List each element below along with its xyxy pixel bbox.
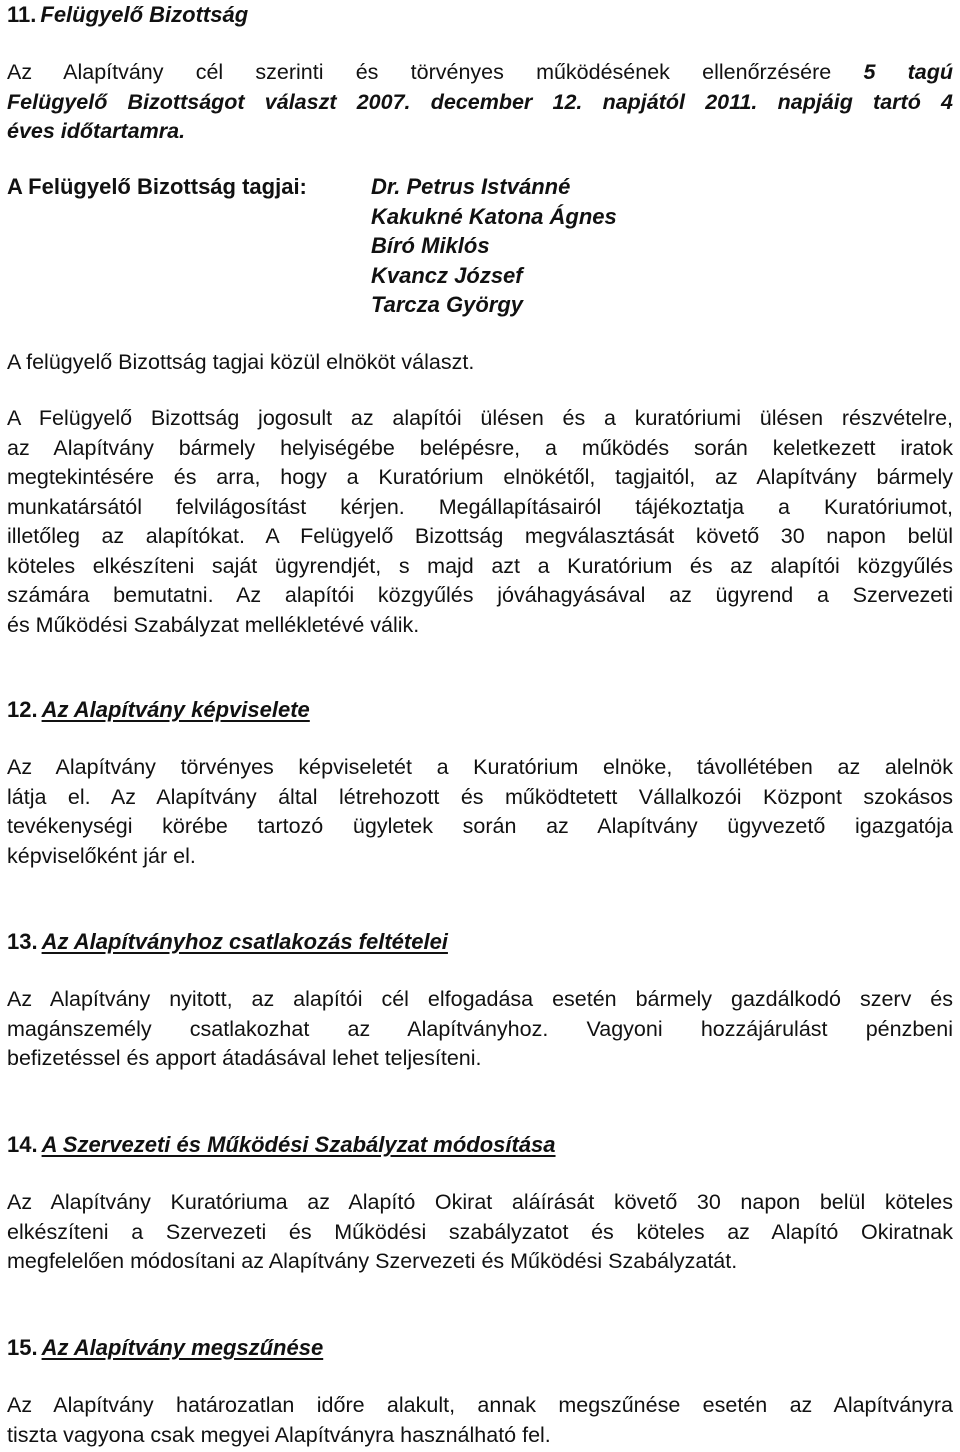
section-14-title: A Szervezeti és Működési Szabályzat módosítása (41, 1132, 556, 1157)
body-line: köteles elkészíteni saját ügyrendjét, s majd azt a Kuratórium és az alapítói közgyűlés (7, 553, 953, 578)
intro-line: Az Alapítvány cél szerinti és törvényes működésének ellenőrzésére 5 tagú (7, 60, 953, 84)
section-15-number: 15. (7, 1335, 38, 1360)
section-14-body (7, 1188, 953, 1277)
member-name: Kvancz József (371, 262, 523, 288)
section-11-body (7, 404, 953, 640)
section-14-heading (7, 1132, 556, 1158)
body-line: tiszta vagyona csak megyei Alapítványra használható fel. (7, 1422, 551, 1447)
chair-sentence: A felügyelő Bizottság tagjai közül elnököt választ. (7, 350, 475, 374)
body-line: Az Alapítvány törvényes képviseletét a Kuratórium elnöke, távollétében az alelnök (7, 755, 953, 779)
body-line: és Működési Szabályzat mellékletévé válik. (7, 612, 420, 637)
body-line: magánszemély csatlakozhat az Alapítványhoz. Vagyoni hozzájárulást pénzbeni (7, 1016, 953, 1041)
body-line: képviselőként jár el. (7, 843, 196, 868)
body-line: látja el. Az Alapítvány által létrehozott és működtetett Vállalkozói Központ szokásos (7, 784, 953, 809)
section-13-body (7, 985, 953, 1074)
member-name: Tarcza György (371, 292, 524, 317)
body-line: számára bemutatni. Az alapítói közgyűlés jóváhagyásával az ügyrend a Szervezeti (7, 583, 953, 607)
section-11-intro (7, 58, 953, 147)
section-13-heading (7, 929, 448, 955)
body-line: megtekintésére és arra, hogy a Kuratórium elnökétől, tagjaitól, az Alapítvány bármely (7, 465, 953, 489)
section-11-heading (7, 2, 248, 28)
section-12-title: Az Alapítvány képviselete (41, 697, 310, 722)
body-line: illetőleg az alapítókat. A Felügyelő Bizottság megválasztását követő 30 napon belül (7, 524, 953, 548)
body-line: A Felügyelő Bizottság jogosult az alapítói ülésen és a kuratóriumi ülésen részvételre, (7, 406, 953, 430)
section-11-number: 11. (7, 2, 37, 27)
section-12-heading (7, 697, 310, 723)
intro-line: Felügyelő Bizottságot választ 2007. december 12. napjától 2011. napjáig tartó 4 (7, 89, 953, 114)
body-line: tevékenységi körébe tartozó ügyletek során az Alapítvány ügyvezető igazgatója (7, 814, 953, 838)
section-15-title: Az Alapítvány megszűnése (41, 1335, 324, 1360)
body-line: befizetéssel és apport átadásával lehet teljesíteni. (7, 1046, 482, 1070)
section-11-title: Felügyelő Bizottság (40, 2, 249, 27)
section-15-body (7, 1391, 953, 1450)
body-line: megfelelően módosítani az Alapítvány Szervezeti és Működési Szabályzatát. (7, 1249, 738, 1273)
member-name: Bíró Miklós (371, 233, 490, 258)
member-name: Kakukné Katona Ágnes (371, 203, 617, 229)
section-13-title: Az Alapítványhoz csatlakozás feltételei (41, 929, 448, 954)
members-list (371, 172, 617, 320)
body-line: Az Alapítvány Kuratóriuma az Alapító Okirat aláírását követő 30 napon belül köteles (7, 1190, 953, 1214)
body-line: elkészíteni a Szervezeti és Működési szabályzatot és köteles az Alapító Okiratnak (7, 1219, 953, 1244)
section-13-number: 13. (7, 929, 38, 954)
section-12-number: 12. (7, 697, 38, 722)
body-line: munkatársától felvilágosítást kérjen. Megállapításairól tájékoztatja a Kuratóriumot, (7, 494, 953, 519)
body-line: Az Alapítvány nyitott, az alapítói cél elfogadása esetén bármely gazdálkodó szerv és (7, 987, 953, 1011)
section-14-number: 14. (7, 1132, 38, 1157)
member-name: Dr. Petrus Istvánné (371, 174, 571, 199)
section-15-heading (7, 1335, 323, 1361)
section-12-body (7, 753, 953, 871)
body-line: az Alapítvány bármely helyiségébe belépésre, a működés során keletkezett iratok (7, 435, 953, 460)
body-line: Az Alapítvány határozatlan időre alakult, annak megszűnése esetén az Alapítványra (7, 1393, 953, 1417)
members-label: A Felügyelő Bizottság tagjai: (7, 174, 307, 199)
intro-line: éves időtartamra. (7, 119, 186, 143)
